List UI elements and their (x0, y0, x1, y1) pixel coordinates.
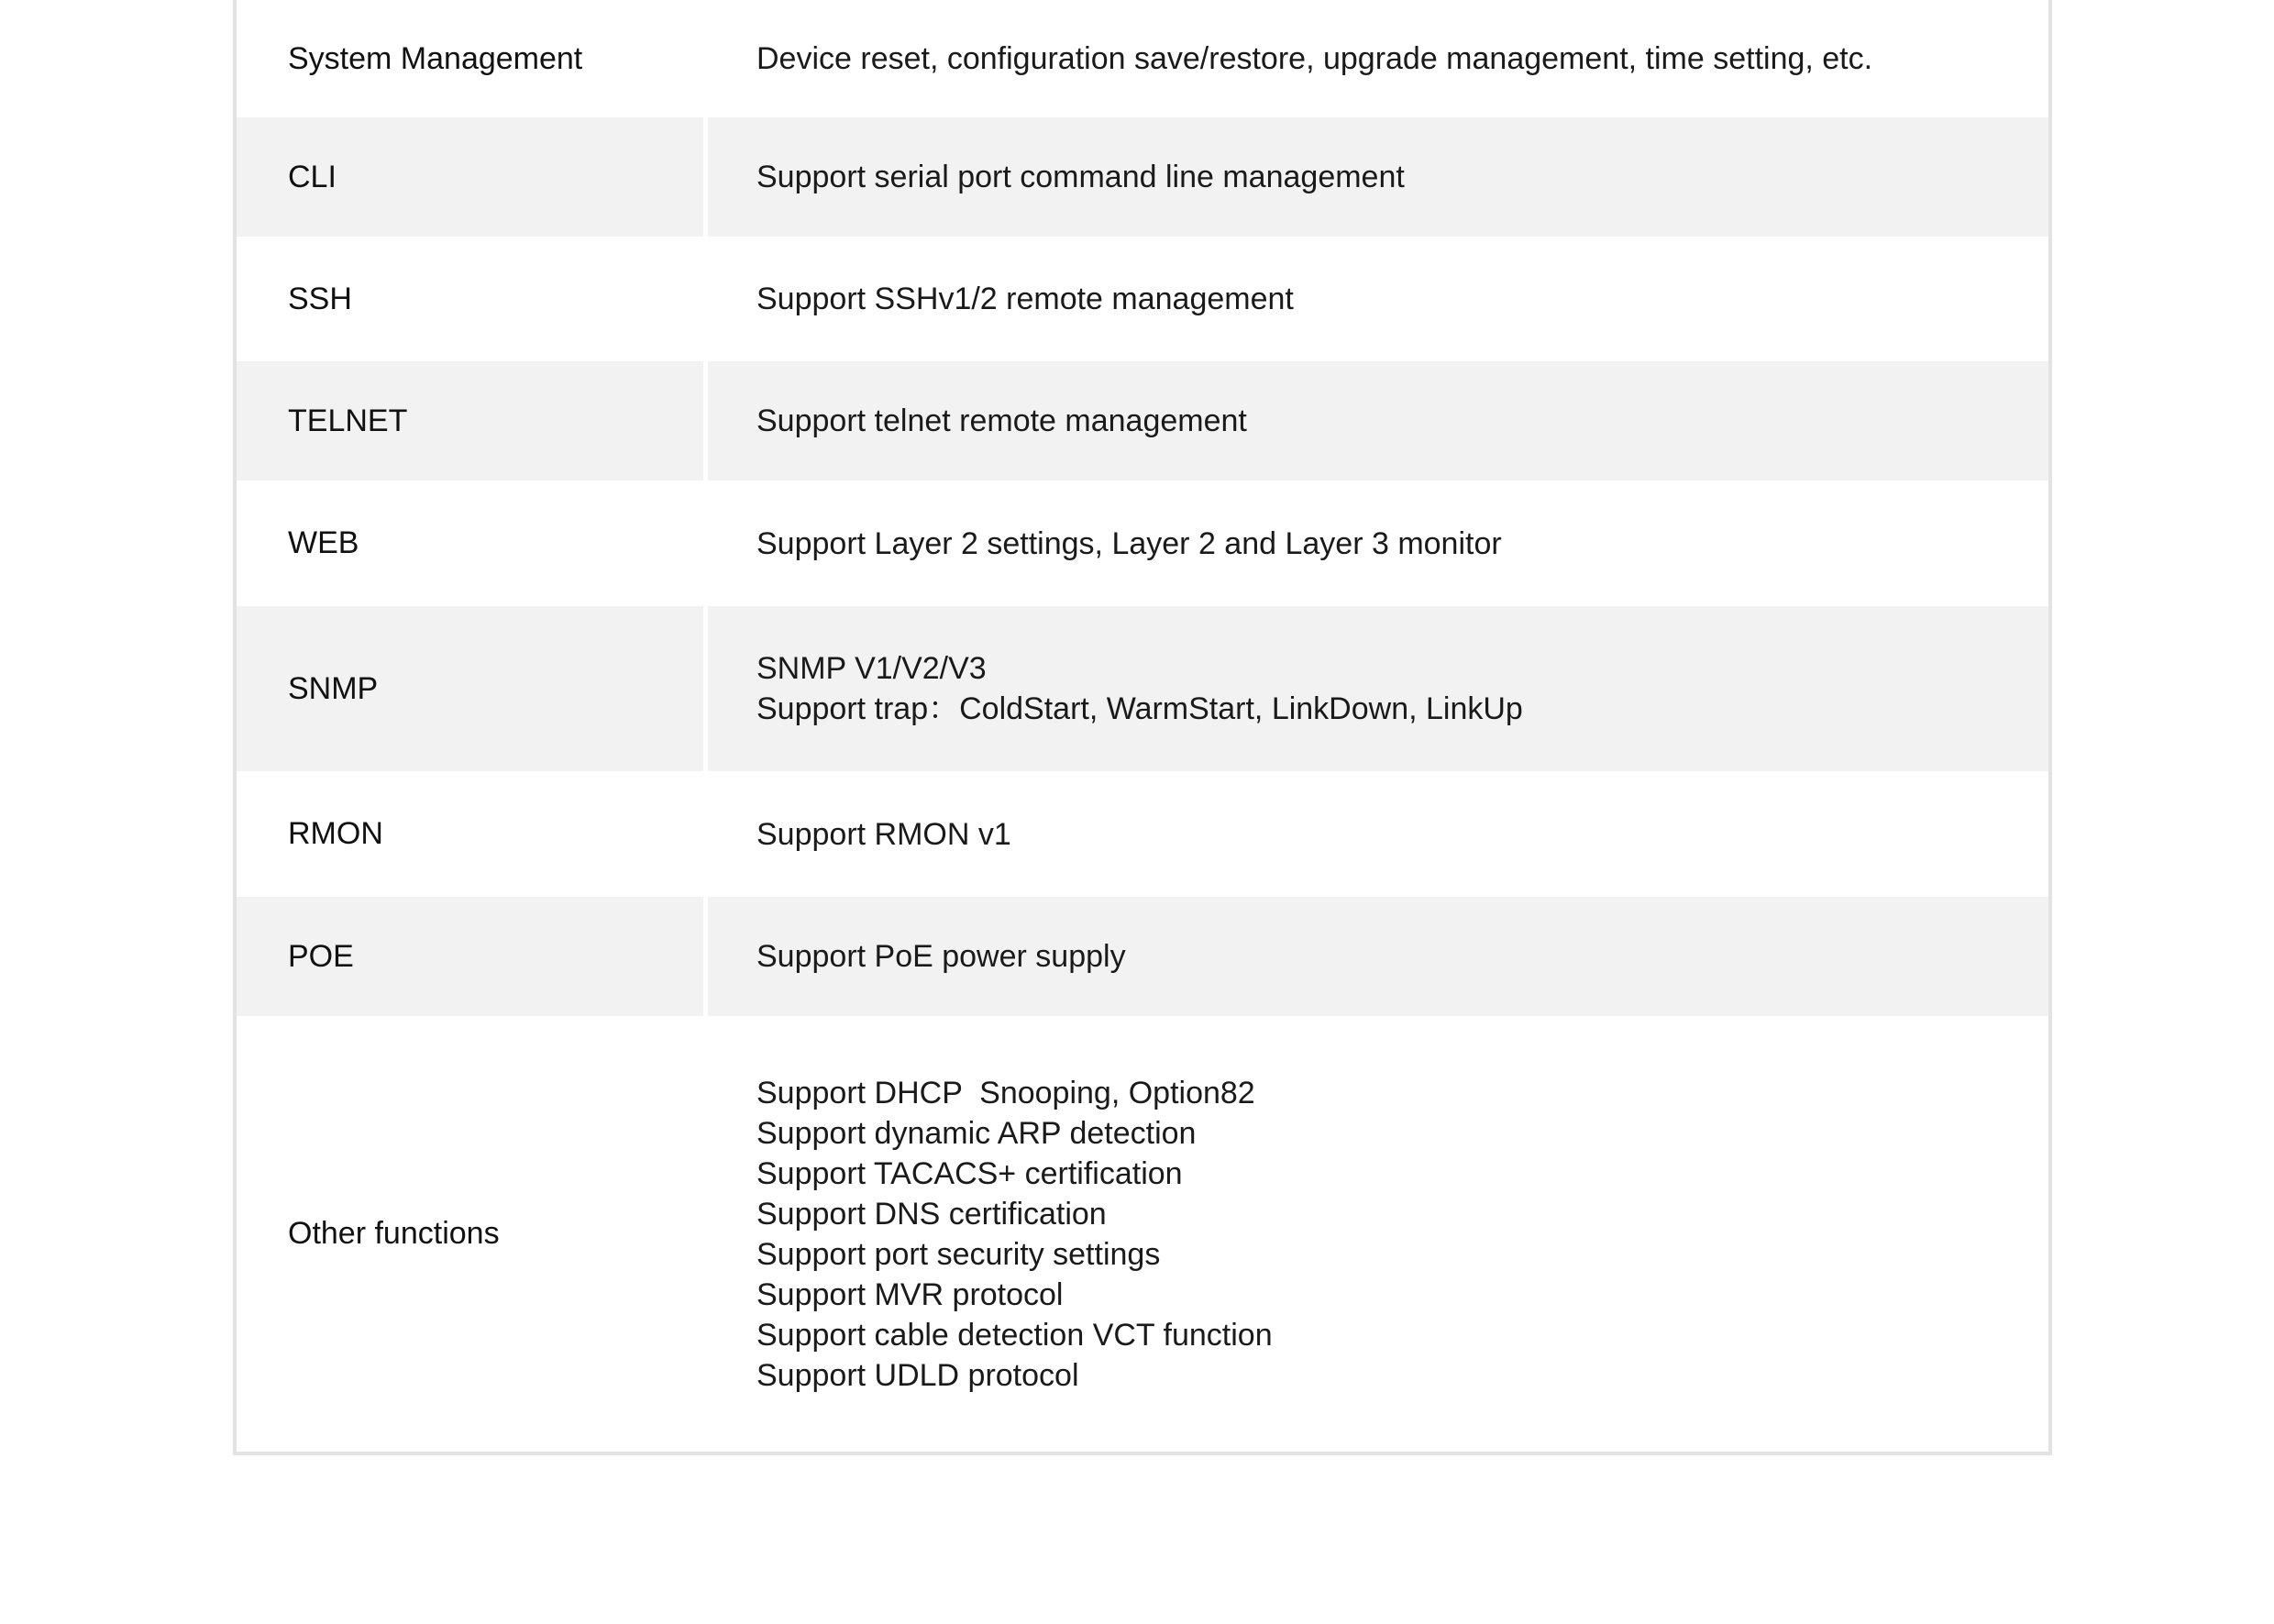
spec-table (233, 0, 2052, 1455)
feature-name: POE (237, 897, 708, 1016)
table-row (237, 361, 2048, 481)
feature-description (708, 1016, 2048, 1452)
feature-description (708, 771, 2048, 897)
feature-name: System Management (237, 0, 708, 117)
table-row (237, 1016, 2048, 1452)
description-line: Support DNS certification (756, 1196, 1107, 1232)
description-line: Support telnet remote management (756, 403, 1247, 438)
feature-name: SNMP (237, 606, 708, 771)
description-line: Device reset, configuration save/restore, upgrade management, time setting, etc. (756, 41, 1873, 76)
feature-description (708, 237, 2048, 361)
description-line: Support UDLD protocol (756, 1357, 1079, 1393)
table-row (237, 237, 2048, 361)
feature-name: Other functions (237, 1016, 708, 1452)
description-line: Support dynamic ARP detection (756, 1115, 1197, 1151)
description-line: Support PoE power supply (756, 939, 1126, 974)
table-row (237, 606, 2048, 771)
description-line: Support DHCP Snooping, Option82 (756, 1075, 1255, 1110)
feature-name: SSH (237, 237, 708, 361)
table-row (237, 117, 2048, 237)
table-row (237, 0, 2048, 117)
table-row (237, 481, 2048, 606)
table-row (237, 771, 2048, 897)
description-line: Support serial port command line management (756, 160, 1405, 194)
description-line: SNMP V1/V2/V3 (756, 651, 987, 686)
description-line: Support trap：ColdStart, WarmStart, LinkDown, LinkUp (756, 691, 1523, 726)
description-line: Support port security settings (756, 1236, 1161, 1272)
feature-description (708, 897, 2048, 1016)
feature-description (708, 0, 2048, 117)
feature-description (708, 117, 2048, 237)
description-line: Support MVR protocol (756, 1276, 1064, 1312)
description-line: Support TACACS+ certification (756, 1155, 1183, 1191)
feature-description (708, 606, 2048, 771)
feature-name: WEB (237, 481, 708, 606)
feature-name: CLI (237, 117, 708, 237)
description-line: Support RMON v1 (756, 816, 1011, 852)
feature-description (708, 361, 2048, 481)
feature-description (708, 481, 2048, 606)
feature-name: TELNET (237, 361, 708, 481)
description-line: Support SSHv1/2 remote management (756, 282, 1294, 316)
description-line: Support Layer 2 settings, Layer 2 and Layer 3 monitor (756, 525, 1502, 561)
table-row (237, 897, 2048, 1016)
feature-name: RMON (237, 771, 708, 897)
description-line: Support cable detection VCT function (756, 1317, 1273, 1353)
